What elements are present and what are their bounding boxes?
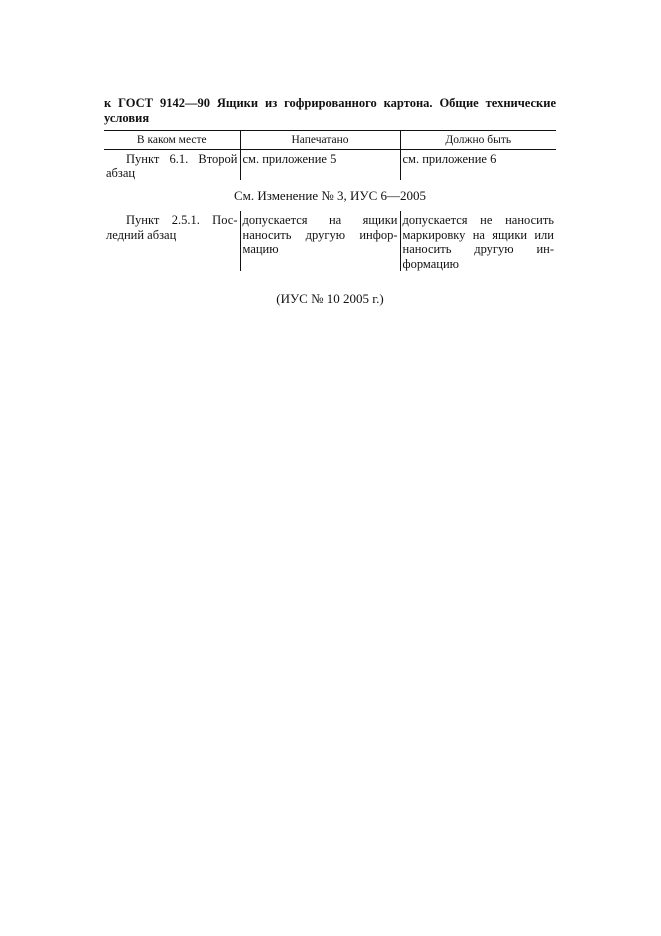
column-header-location: В каком месте xyxy=(104,131,240,150)
cell-location: Пункт 6.1. Второй абзац xyxy=(106,152,238,180)
ius-reference: (ИУС № 10 2005 г.) xyxy=(276,291,384,306)
cell-should-be: допускается не наносить маркировку на ящики или наносить другую информацию xyxy=(400,211,556,271)
column-header-printed: Напечатано xyxy=(240,131,400,150)
table-row xyxy=(104,211,556,271)
cell-printed: допускается на ящики наносить другую информацию xyxy=(240,211,400,271)
document-page xyxy=(104,96,556,307)
errata-table xyxy=(104,130,556,180)
cell-printed: см. приложение 5 xyxy=(240,150,400,181)
errata-table-header-row xyxy=(104,131,556,150)
document-heading: к ГОСТ 9142—90 Ящики из гофрированного картона. Общие технические условия xyxy=(104,96,556,125)
cell-should-be: см. приложение 6 xyxy=(400,150,556,181)
change-reference: См. Изменение № 3, ИУС 6—2005 xyxy=(233,188,427,203)
cell-location: Пункт 2.5.1. Последний абзац xyxy=(106,213,238,242)
table-row xyxy=(104,150,556,181)
column-header-should-be: Должно быть xyxy=(400,131,556,150)
errata-table-2 xyxy=(104,211,556,271)
